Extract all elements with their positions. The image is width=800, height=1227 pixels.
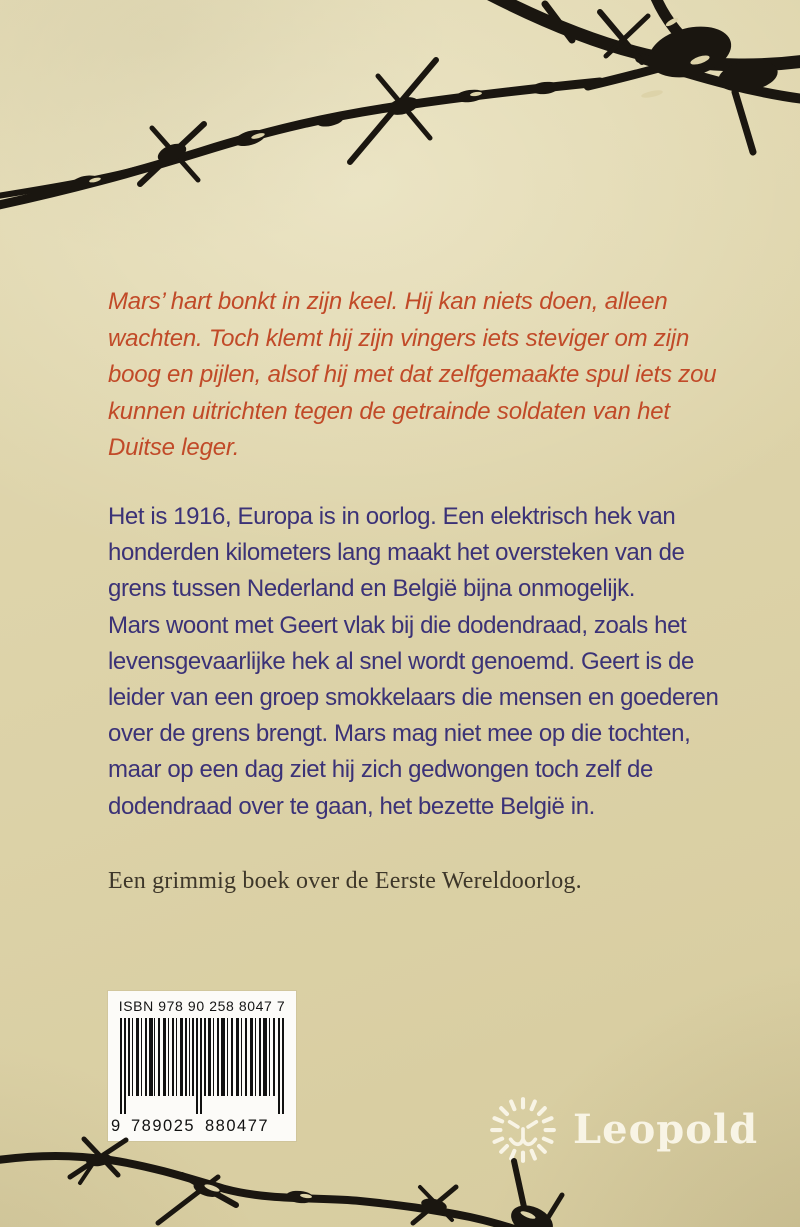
lion-face-icon bbox=[486, 1092, 560, 1166]
description-line: Het is 1916, Europa is in oorlog. Een elektrisch hek van bbox=[108, 503, 676, 530]
quote-line: Mars’ hart bonkt in zijn keel. Hij kan niets doen, alleen bbox=[108, 288, 668, 315]
quote-line: Duitse leger. bbox=[108, 434, 240, 462]
description-line: honderden kilometers lang maakt het oversteken van de bbox=[108, 539, 685, 567]
description-line: leider van een groep smokkelaars die mensen en goederen bbox=[108, 684, 719, 712]
ean-lead-digit: 9 bbox=[111, 1117, 121, 1135]
publisher-name: Leopold bbox=[573, 1105, 759, 1153]
publisher-logo bbox=[486, 1092, 758, 1166]
description-line: over de grens brengt. Mars mag niet mee op die tochten, bbox=[108, 720, 691, 748]
barcode-bars-graphic bbox=[120, 1018, 284, 1114]
quote-line: boog en pijlen, alsof hij met dat zelfgemaakte spul iets zou bbox=[108, 361, 717, 389]
quote-line: kunnen uitrichten tegen de getrainde soldaten van het bbox=[108, 397, 670, 425]
isbn-barcode bbox=[108, 991, 296, 1141]
book-quote bbox=[108, 284, 748, 467]
description-line: grens tussen Nederland en België bijna onmogelijk. bbox=[108, 575, 636, 603]
book-description bbox=[108, 499, 748, 825]
barbed-wire-top-illustration bbox=[0, 0, 800, 240]
description-line: levensgevaarlijke hek al snel wordt genoemd. Geert is de bbox=[108, 647, 694, 675]
quote-line: wachten. Toch klemt hij zijn vingers iets steviger om zijn bbox=[108, 324, 690, 352]
description-line: Mars woont met Geert vlak bij die dodendraad, zoals het bbox=[108, 611, 687, 639]
ean-group-2: 880477 bbox=[205, 1117, 270, 1135]
book-tagline: Een grimmig boek over de Eerste Wereldoorlog. bbox=[108, 868, 582, 894]
description-line: dodendraad over te gaan, het bezette België in. bbox=[108, 792, 595, 820]
ean-group-1: 789025 bbox=[131, 1117, 196, 1135]
description-line: maar op een dag ziet hij zich gedwongen toch zelf de bbox=[108, 756, 653, 784]
isbn-label: ISBN 978 90 258 8047 7 bbox=[118, 998, 286, 1014]
